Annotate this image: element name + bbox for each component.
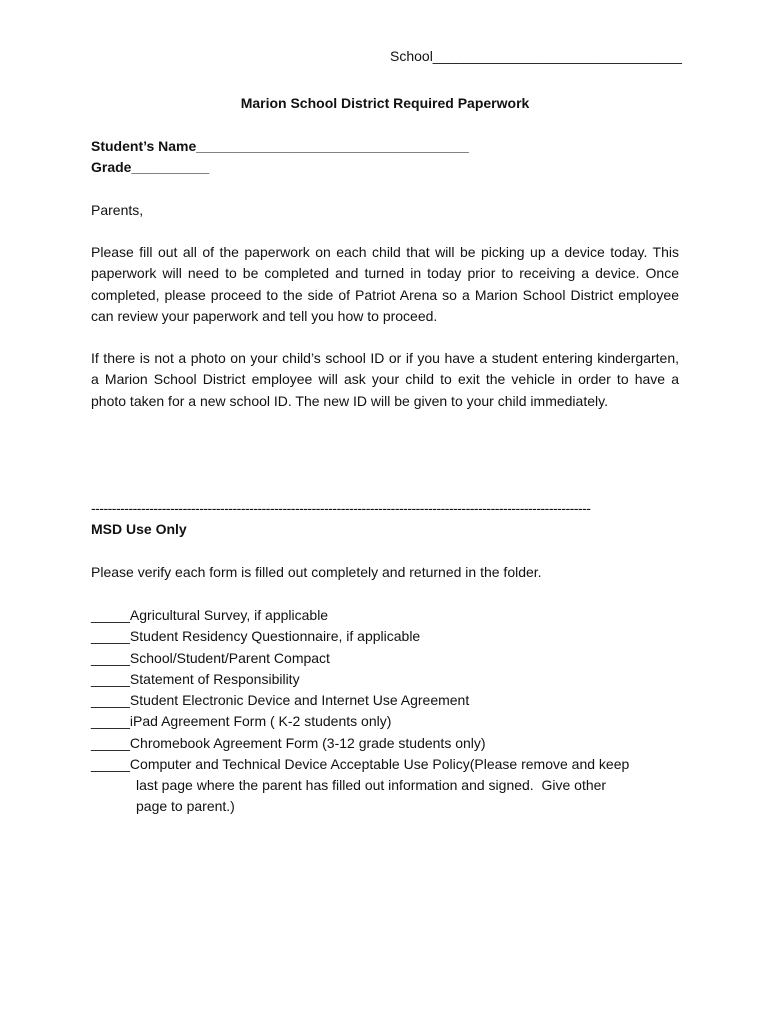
student-name-field[interactable]: Student’s Name___________________________________ [91,138,469,154]
form-checklist [91,605,691,775]
checklist-item-continuation: last page where the parent has filled out information and signed. Give other [136,777,607,793]
instructions-paragraph-2: If there is not a photo on your child’s school ID or if you have a student entering kindergarten, a Marion School District employee will ask your child to exit the vehicle in order to have a photo taken for a new school ID. The new ID will be given to your child immediately. [91,350,679,409]
school-field[interactable]: School________________________________ [390,48,682,64]
checklist-item[interactable]: _____Computer and Technical Device Acceptable Use Policy(Please remove and keep [91,756,630,773]
grade-field[interactable]: Grade__________ [91,159,210,175]
msd-use-only-heading: MSD Use Only [91,521,187,537]
instructions-paragraph-1: Please fill out all of the paperwork on each child that will be picking up a device today. This paperwork will need to be completed and turned in today prior to receiving a device. Once completed, please proceed to the side of Patriot Arena so a Marion School District employee can review your paperwork and tell you how to proceed. [91,244,679,324]
checklist-item[interactable]: _____iPad Agreement Form ( K-2 students only) [91,713,392,730]
checklist-item[interactable]: _____Student Electronic Device and Internet Use Agreement [91,692,470,709]
checklist-item[interactable]: _____Agricultural Survey, if applicable [91,607,329,623]
dashed-divider: ------------------------------------------------------------------------------------------------------------------------ [91,500,591,516]
msd-instruction: Please verify each form is filled out completely and returned in the folder. [91,564,542,580]
checklist-item-continuation: page to parent.) [136,798,235,814]
checklist-item[interactable]: _____Statement of Responsibility [91,670,300,687]
checklist-item[interactable]: _____Chromebook Agreement Form (3-12 grade students only) [91,734,486,751]
checklist-item[interactable]: _____Student Residency Questionnaire, if applicable [91,628,421,645]
document-title: Marion School District Required Paperwork [240,95,530,111]
checklist-item[interactable]: _____School/Student/Parent Compact [91,649,330,666]
salutation: Parents, [91,202,144,218]
